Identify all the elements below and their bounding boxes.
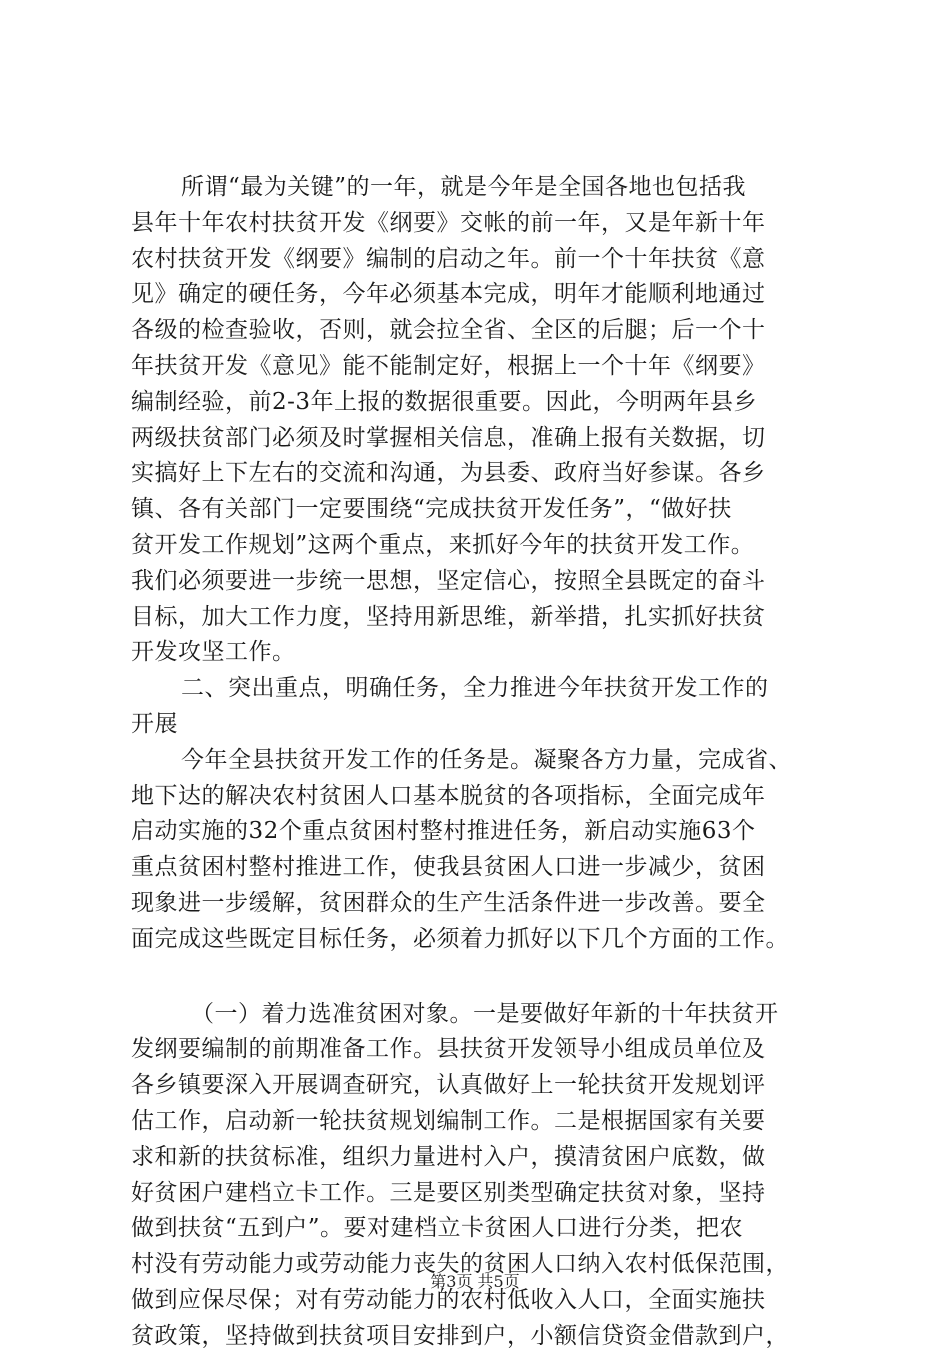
text-line: 贫开发工作规划”这两个重点，来抓好今年的扶贫开发工作。 [131,531,755,558]
text-line: 地下达的解决农村贫困人口基本脱贫的各项指标，全面完成年 [131,782,766,809]
paragraph-tasks [131,743,831,958]
text-line: 估工作，启动新一轮扶贫规划编制工作。二是根据国家有关要 [131,1107,766,1134]
text-line: 农村扶贫开发《纲要》编制的启动之年。前一个十年扶贫《意 [131,245,766,272]
text-line: 重点贫困村整村推进工作，使我县贫困人口进一步减少，贫困 [131,854,766,881]
paragraph-intro [131,170,831,671]
text-line: 启动实施的32个重点贫困村整村推进任务，新启动实施63个 [131,818,756,845]
text-line: 村没有劳动能力或劳动能力丧失的贫困人口纳入农村低保范围， [131,1251,789,1278]
text-line: 现象进一步缓解，贫困群众的生产生活条件进一步改善。要全 [131,889,766,916]
text-line: 实搞好上下左右的交流和沟通，为县委、政府当好参谋。各乡 [131,460,766,487]
text-line: 今年全县扶贫开发工作的任务是。凝聚各方力量，完成省、 [181,746,792,773]
section-heading [131,671,831,743]
text-line: 编制经验，前2-3年上报的数据很重要。因此，今明两年县乡 [131,388,758,415]
text-line: 发纲要编制的前期准备工作。县扶贫开发领导小组成员单位及 [131,1036,766,1063]
text-line: 开发攻坚工作。 [131,639,296,666]
paragraph-target-selection [131,997,831,1355]
text-line: 我们必须要进一步统一思想，坚定信心，按照全县既定的奋斗 [131,567,766,594]
text-line: （一）着力选准贫困对象。一是要做好年新的十年扶贫开 [191,1000,779,1027]
text-line: 好贫困户建档立卡工作。三是要区别类型确定扶贫对象，坚持 [131,1179,766,1206]
text-line: 县年十年农村扶贫开发《纲要》交帐的前一年，又是年新十年 [131,209,766,236]
text-line: 贫政策，坚持做到扶贫项目安排到户，小额信贷资金借款到户， [131,1322,789,1349]
text-line: 做到应保尽保；对有劳动能力的农村低收入人口，全面实施扶 [131,1286,766,1313]
text-line: 见》确定的硬任务，今年必须基本完成，明年才能顺利地通过 [131,281,766,308]
page-number-footer: 第3页 共5页 [430,1272,520,1291]
text-line: 求和新的扶贫标准，组织力量进村入户，摸清贫困户底数，做 [131,1143,766,1170]
text-line: 各级的检查验收，否则，就会拉全省、全区的后腿；后一个十 [131,317,766,344]
text-line: 镇、各有关部门一定要围绕“完成扶贫开发任务”，“做好扶 [131,496,732,523]
paragraph-spacer [131,958,831,997]
text-line: 各乡镇要深入开展调查研究，认真做好上一轮扶贫开发规划评 [131,1072,766,1099]
document-body [131,170,831,1355]
text-line: 所谓“最为关键”的一年，就是今年是全国各地也包括我 [181,174,747,200]
text-line: 年扶贫开发《意见》能不能制定好，根据上一个十年《纲要》 [131,352,766,379]
heading-line: 二、突出重点，明确任务，全力推进今年扶贫开发工作的 [181,675,769,702]
text-line: 面完成这些既定目标任务，必须着力抓好以下几个方面的工作。 [131,925,789,952]
text-line: 目标，加大工作力度，坚持用新思维，新举措，扎实抓好扶贫 [131,603,766,630]
text-line: 做到扶贫“五到户”。要对建档立卡贫困人口进行分类，把农 [131,1215,744,1242]
text-line: 两级扶贫部门必须及时掌握相关信息，准确上报有关数据，切 [131,424,766,451]
heading-line: 开展 [131,710,178,737]
